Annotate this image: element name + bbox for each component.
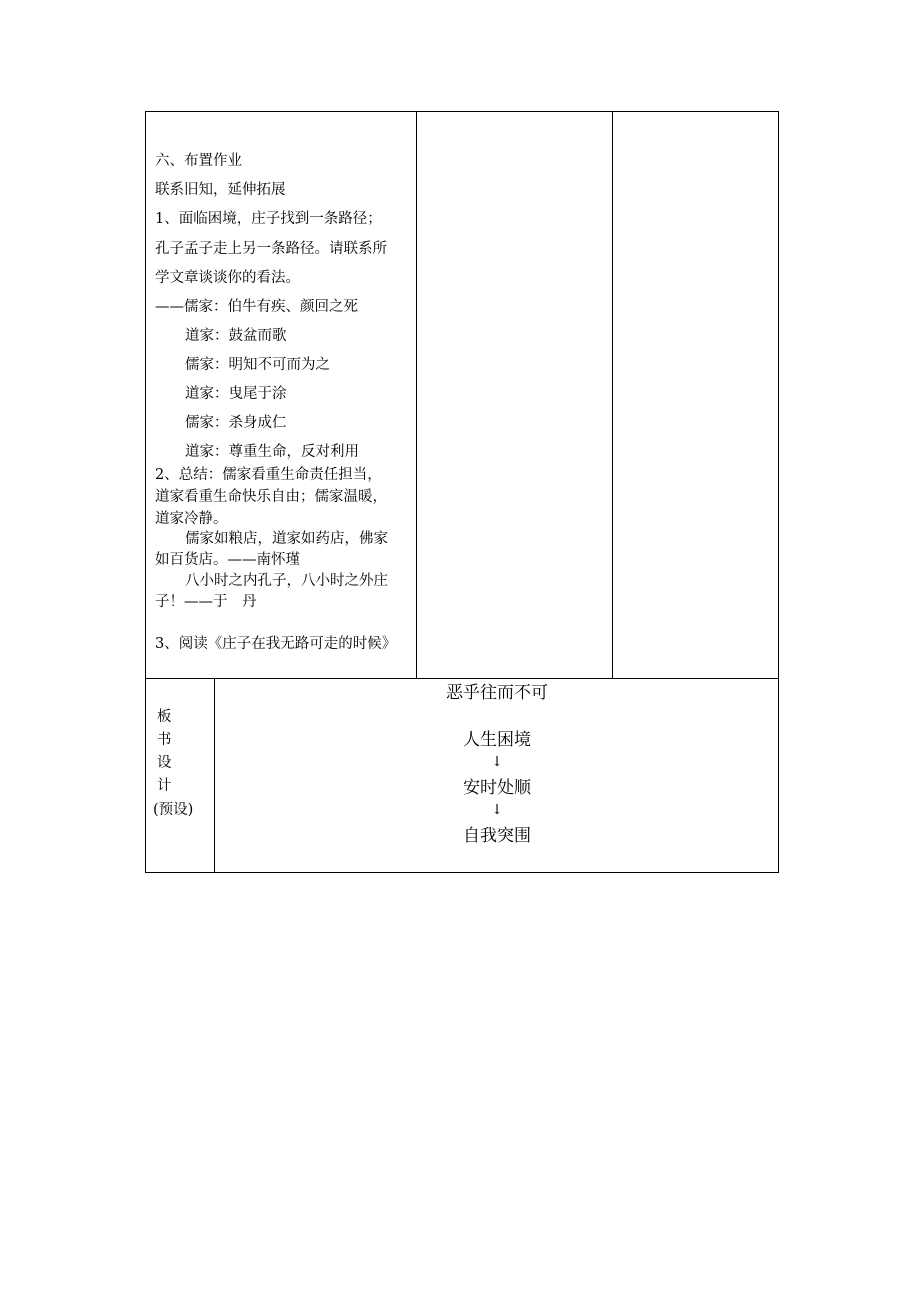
down-arrow-icon: ↓ [491, 802, 503, 818]
board-step-1: 人生困境 [463, 730, 531, 750]
board-label-char-3: 设 [157, 755, 172, 771]
summary-line-1: 2、总结：儒家看重生命责任担当， [155, 467, 382, 483]
board-label-divider [214, 678, 215, 873]
board-label-char-1: 板 [157, 709, 172, 725]
board-label-char-2: 书 [157, 732, 172, 748]
column-divider-2 [612, 111, 613, 679]
comparison-line-4: 道家：曳尾于涂 [185, 386, 287, 402]
quote-1-line-1: 儒家如粮店，道家如药店，佛家 [185, 531, 388, 547]
column-divider-1 [416, 111, 417, 679]
summary-line-2: 道家看重生命快乐自由；儒家温暖， [155, 489, 387, 505]
task-1-line-1: 1、面临困境，庄子找到一条路径； [155, 211, 382, 227]
comparison-line-3: 儒家：明知不可而为之 [185, 357, 330, 373]
task-3: 3、阅读《庄子在我无路可走的时候》 [155, 636, 397, 652]
down-arrow-icon: ↓ [491, 754, 503, 770]
quote-2-line-2: 子！——于 丹 [155, 594, 257, 610]
task-1-line-3: 学文章谈谈你的看法。 [155, 270, 300, 286]
summary-line-3: 道家冷静。 [155, 511, 228, 527]
comparison-line-2: 道家：鼓盆而歌 [185, 328, 287, 344]
comparison-line-6: 道家：尊重生命，反对利用 [185, 444, 359, 460]
board-title: 恶乎往而不可 [446, 683, 548, 703]
comparison-line-5: 儒家：杀身成仁 [185, 415, 287, 431]
board-label-note: (预设) [153, 802, 194, 818]
section-heading: 六、布置作业 [155, 153, 242, 169]
task-1-line-2: 孔子孟子走上另一条路径。请联系所 [155, 241, 387, 257]
quote-1-line-2: 如百货店。——南怀瑾 [155, 552, 300, 568]
board-step-3: 自我突围 [463, 826, 531, 846]
quote-2-line-1: 八小时之内孔子，八小时之外庄 [185, 573, 388, 589]
row-divider [145, 678, 779, 679]
comparison-line-1: ——儒家：伯牛有疾、颜回之死 [155, 299, 358, 315]
subheading: 联系旧知，延伸拓展 [155, 182, 286, 198]
board-step-2: 安时处顺 [463, 778, 531, 798]
board-label-char-4: 计 [157, 778, 172, 794]
